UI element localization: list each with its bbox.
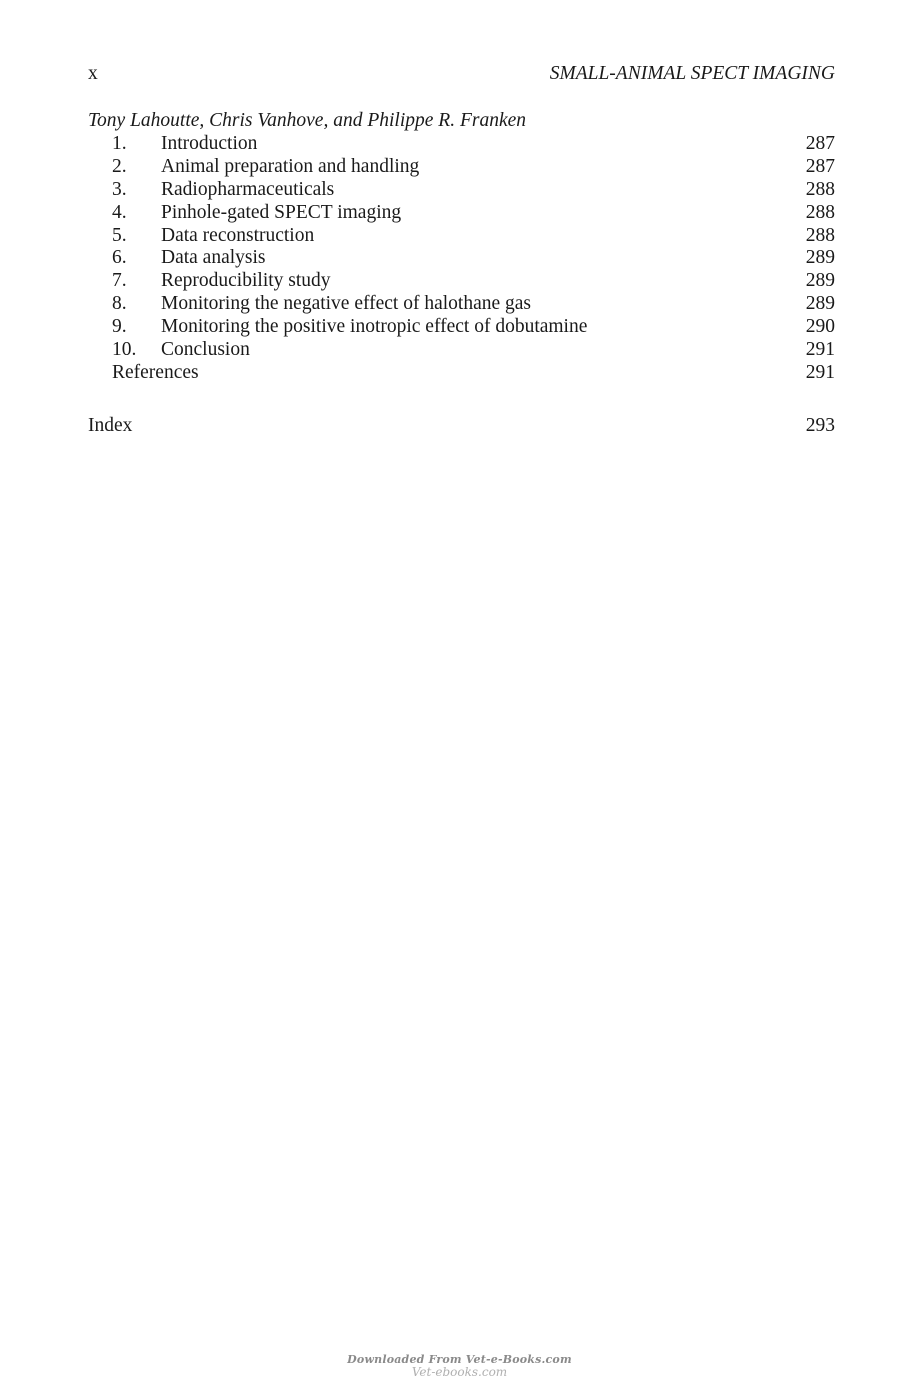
toc-references-title: References: [112, 361, 199, 383]
toc-references: [88, 362, 835, 385]
toc-entry-number: 5.: [112, 224, 127, 246]
watermark-line-1: Downloaded From Vet-e-Books.com: [347, 1353, 572, 1366]
toc-entry-number: 8.: [112, 293, 127, 315]
toc-entry-title: Monitoring the negative effect of halothane gas: [161, 293, 532, 315]
toc-references-page: 291: [805, 361, 835, 383]
watermark: [0, 1354, 919, 1378]
toc-entry-number: 10.: [112, 339, 137, 361]
toc-entry-page: 289: [805, 293, 835, 315]
toc-entry: [88, 247, 835, 270]
index-label: Index: [88, 415, 133, 436]
toc-entry-title: Pinhole-gated SPECT imaging: [161, 201, 402, 223]
toc-entry: [88, 156, 835, 179]
toc-entry-title: Data analysis: [161, 247, 266, 269]
toc-entry-page: 288: [805, 178, 835, 200]
toc-index-entry: [88, 414, 835, 438]
toc-entry-page: 291: [805, 339, 835, 361]
toc-entry-title: Conclusion: [161, 339, 250, 361]
running-title: SMALL-ANIMAL SPECT IMAGING: [549, 63, 835, 84]
toc-entry-page: 289: [805, 270, 835, 292]
toc-entry-title: Radiopharmaceuticals: [161, 178, 335, 200]
toc-entry-title: Animal preparation and handling: [161, 155, 420, 177]
toc-entry: [88, 225, 835, 248]
toc-entry: [88, 293, 835, 316]
toc-entry-number: 4.: [112, 201, 127, 223]
toc-entry: [88, 133, 835, 156]
toc-entry-page: 288: [805, 224, 835, 246]
toc-entry-page: 290: [805, 316, 835, 338]
index-page: 293: [805, 415, 835, 436]
toc-entry: [88, 179, 835, 202]
toc-entry: [88, 316, 835, 339]
toc-entry-title: Data reconstruction: [161, 224, 315, 246]
table-of-contents: [88, 133, 835, 385]
toc-entry-page: 289: [805, 247, 835, 269]
chapter-authors: Tony Lahoutte, Chris Vanhove, and Philippe R. Franken: [88, 110, 526, 131]
toc-entry: [88, 339, 835, 362]
toc-entry-number: 6.: [112, 247, 127, 269]
page-number: x: [88, 63, 98, 84]
watermark-line-2: Vet-ebooks.com: [411, 1365, 508, 1379]
toc-entry-page: 287: [805, 155, 835, 177]
toc-entry-number: 3.: [112, 178, 127, 200]
toc-entry-title: Monitoring the positive inotropic effect of dobutamine: [161, 316, 588, 338]
toc-entry-number: 1.: [112, 133, 127, 154]
toc-entry-number: 2.: [112, 155, 127, 177]
toc-entry-title: Introduction: [161, 133, 258, 154]
toc-entry-page: 288: [805, 201, 835, 223]
toc-entry: [88, 202, 835, 225]
toc-entry-title: Reproducibility study: [161, 270, 331, 292]
toc-entry-page: 287: [805, 133, 835, 154]
toc-entry-number: 9.: [112, 316, 127, 338]
toc-entry-number: 7.: [112, 270, 127, 292]
running-header: [88, 63, 835, 87]
toc-entry: [88, 270, 835, 293]
